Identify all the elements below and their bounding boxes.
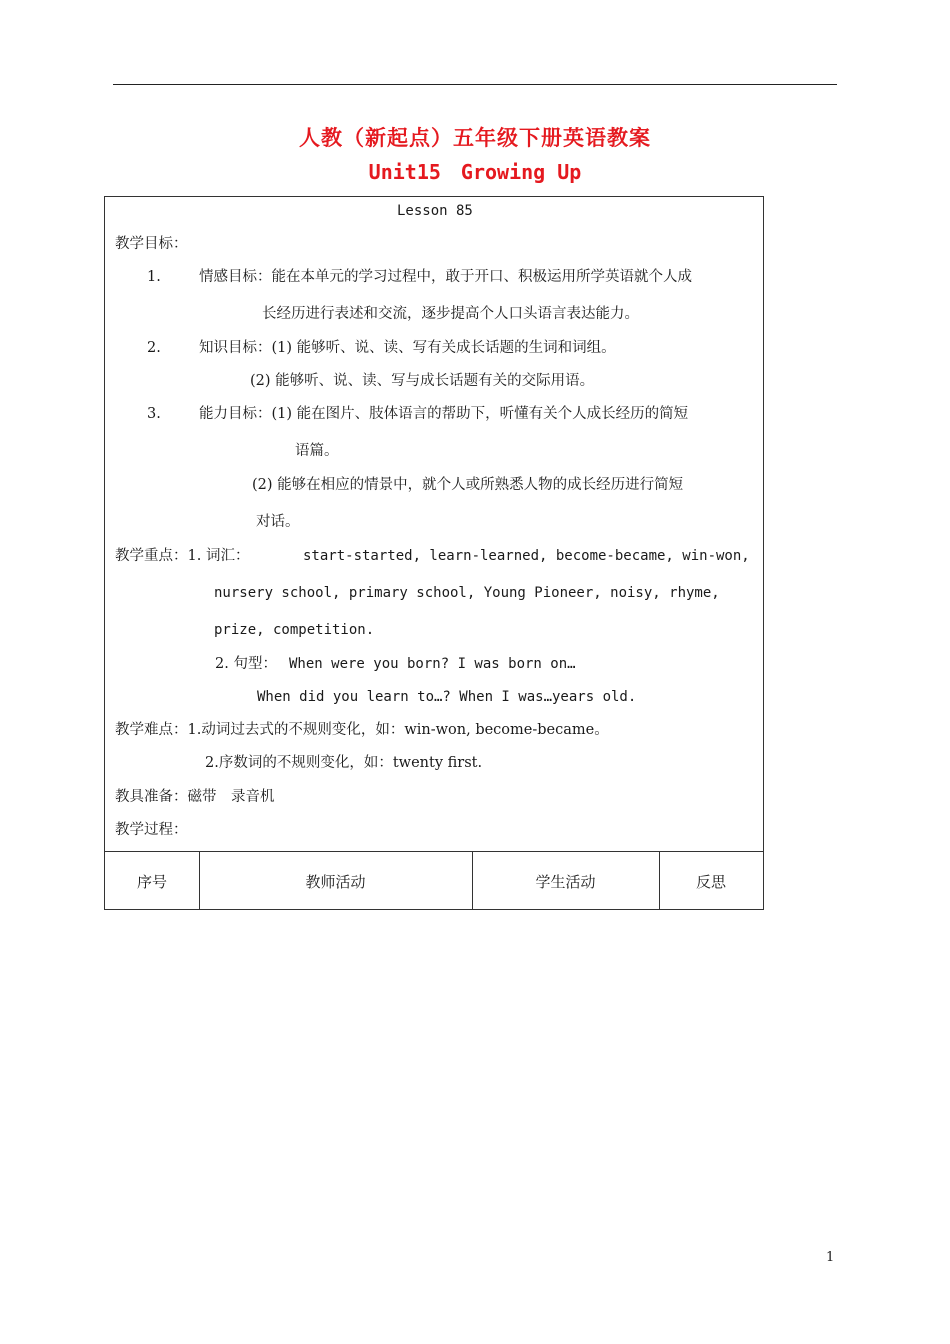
- goal2-number: 2.: [147, 340, 161, 356]
- goal3-number: 3.: [147, 406, 161, 422]
- process-heading: 教学过程：: [115, 822, 188, 838]
- col-number-header: 序号: [105, 852, 200, 910]
- goal1-line1: 情感目标：能在本单元的学习过程中，敢于开口、积极运用所学英语就个人成: [199, 269, 692, 285]
- materials-line: 教具准备：磁带 录音机: [115, 789, 275, 805]
- sentence-line2: When did you learn to…? When I was…years old.: [257, 689, 637, 705]
- header-rule: [113, 84, 837, 85]
- goal1-number: 1.: [147, 269, 161, 285]
- sentence-label: 2. 句型：: [215, 656, 277, 672]
- process-table-header: [105, 851, 763, 910]
- col-reflection-header: 反思: [695, 872, 726, 891]
- page-number: 1: [826, 1250, 835, 1265]
- goal3-line3: (2) 能够在相应的情景中，就个人或所熟悉人物的成长经历进行简短: [252, 477, 684, 493]
- vocab-line2: nursery school, primary school, Young Pioneer, noisy, rhyme,: [214, 585, 720, 601]
- col-teacher-activity-header: 教师活动: [199, 852, 473, 910]
- unit-subtitle: [0, 160, 950, 184]
- col-student-activity-header: 学生活动: [472, 852, 660, 910]
- difficulty-line1: 教学难点：1.动词过去式的不规则变化，如：win-won, become-became。: [115, 722, 609, 738]
- lesson-label: Lesson 85: [397, 203, 473, 219]
- goal3-line4: 对话。: [256, 514, 300, 530]
- keypoints-heading: 教学重点：1. 词汇：: [115, 548, 250, 564]
- goal1-line2: 长经历进行表述和交流，逐步提高个人口头语言表达能力。: [262, 306, 639, 322]
- sentence-line1: When were you born? I was born on…: [289, 656, 576, 672]
- goal2-line2: (2) 能够听、说、读、写与成长话题有关的交际用语。: [250, 373, 595, 389]
- goal3-line1: 能力目标：(1) 能在图片、肢体语言的帮助下，听懂有关个人成长经历的简短: [199, 406, 689, 422]
- lesson-plan-box: [104, 196, 764, 910]
- unit-number: Unit15: [368, 160, 441, 184]
- goal3-line2: 语篇。: [295, 443, 339, 459]
- difficulty-line2: 2.序数词的不规则变化，如：twenty first.: [205, 755, 483, 771]
- vocab-line3: prize, competition.: [214, 622, 375, 638]
- unit-name: Growing Up: [460, 160, 582, 184]
- goals-heading: 教学目标：: [115, 236, 188, 252]
- goal2-line1: 知识目标：(1) 能够听、说、读、写有关成长话题的生词和词组。: [199, 340, 616, 356]
- vocab-line1: start-started, learn-learned, become-became, win-won,: [303, 548, 750, 564]
- document-title: 人教（新起点）五年级下册英语教案: [299, 126, 651, 150]
